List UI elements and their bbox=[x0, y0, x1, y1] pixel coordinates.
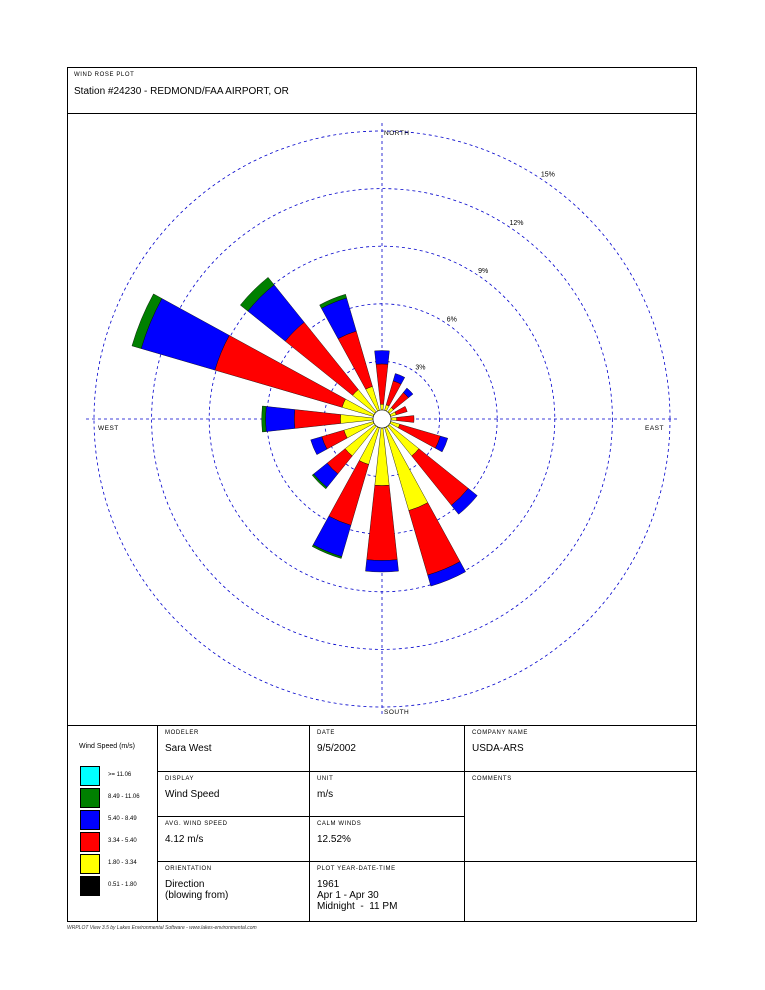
legend-label: 5.40 - 8.49 bbox=[108, 816, 137, 822]
calm-winds-label: CALM WINDS bbox=[317, 821, 362, 827]
orientation-cell bbox=[158, 862, 309, 922]
avg-speed-cell bbox=[158, 817, 309, 861]
ring-label: 15% bbox=[540, 171, 555, 179]
comments-label: COMMENTS bbox=[472, 776, 512, 782]
legend bbox=[68, 726, 157, 922]
ring-label: 3% bbox=[415, 364, 426, 372]
station-title: Station #24230 - REDMOND/FAA AIRPORT, OR bbox=[74, 86, 289, 97]
legend-swatch bbox=[80, 876, 100, 896]
calm-winds-value: 12.52% bbox=[317, 834, 351, 845]
petal-segment-w bbox=[340, 415, 373, 424]
legend-item bbox=[80, 876, 160, 896]
legend-swatch bbox=[80, 832, 100, 852]
petal-segment-w bbox=[265, 406, 294, 431]
wind-rose-chart bbox=[68, 113, 696, 725]
date-cell bbox=[310, 726, 464, 771]
wind-rose-report bbox=[67, 67, 697, 922]
modeler-cell bbox=[158, 726, 309, 771]
company-label: COMPANY NAME bbox=[472, 730, 528, 736]
petal-segment-sse bbox=[409, 503, 460, 575]
legend-label: 3.34 - 5.40 bbox=[108, 838, 137, 844]
label-north: NORTH bbox=[384, 130, 410, 137]
display-cell bbox=[158, 772, 309, 816]
label-south: SOUTH bbox=[384, 709, 410, 716]
display-value: Wind Speed bbox=[165, 789, 220, 800]
ring-label: 9% bbox=[478, 268, 489, 276]
avg-speed-value: 4.12 m/s bbox=[165, 834, 204, 845]
modeler-value: Sara West bbox=[165, 743, 212, 754]
plot-time-value: 1961 Apr 1 - Apr 30 Midnight - 11 PM bbox=[317, 879, 398, 912]
petal-segment-n bbox=[380, 404, 383, 410]
unit-label: UNIT bbox=[317, 776, 334, 782]
company-value: USDA-ARS bbox=[472, 743, 524, 754]
petal-segment-n bbox=[375, 350, 390, 364]
label-west: WEST bbox=[98, 425, 119, 432]
legend-item bbox=[80, 854, 160, 874]
legend-item bbox=[80, 788, 160, 808]
label-east: EAST bbox=[645, 425, 664, 432]
plot-time-label: PLOT YEAR-DATE-TIME bbox=[317, 866, 396, 872]
avg-speed-label: AVG. WIND SPEED bbox=[165, 821, 228, 827]
petal-segment-e bbox=[391, 417, 397, 420]
legend-title: Wind Speed (m/s) bbox=[79, 743, 136, 750]
legend-item bbox=[80, 832, 160, 852]
calm-winds-cell bbox=[310, 817, 464, 861]
petal-segment-n bbox=[376, 364, 388, 404]
plot-type-label: WIND ROSE PLOT bbox=[74, 72, 135, 78]
unit-value: m/s bbox=[317, 789, 334, 800]
date-value: 9/5/2002 bbox=[317, 743, 356, 754]
company-cell bbox=[465, 726, 696, 771]
orientation-value: Direction (blowing from) bbox=[165, 879, 229, 901]
comments-cell bbox=[465, 772, 696, 861]
legend-label: 8.49 - 11.06 bbox=[108, 794, 140, 800]
legend-swatch bbox=[80, 788, 100, 808]
legend-swatch bbox=[80, 810, 100, 830]
legend-label: 0.51 - 1.80 bbox=[108, 882, 137, 888]
info-panel bbox=[68, 725, 696, 922]
legend-swatch bbox=[80, 766, 100, 786]
legend-label: 1.80 - 3.34 bbox=[108, 860, 137, 866]
modeler-label: MODELER bbox=[165, 730, 199, 736]
legend-item bbox=[80, 810, 160, 830]
legend-item bbox=[80, 766, 160, 786]
ring-label: 6% bbox=[446, 316, 457, 324]
unit-cell bbox=[310, 772, 464, 816]
petal-segment-e bbox=[397, 416, 414, 423]
calm-circle bbox=[373, 410, 391, 428]
petal-segment-ene bbox=[395, 406, 407, 414]
legend-label: >= 11.06 bbox=[108, 772, 132, 778]
display-label: DISPLAY bbox=[165, 776, 195, 782]
petal-segment-s bbox=[365, 560, 398, 572]
report-header bbox=[68, 68, 696, 114]
petal-segment-w bbox=[294, 410, 340, 429]
legend-swatch bbox=[80, 854, 100, 874]
petal-segment-s bbox=[367, 485, 398, 560]
orientation-label: ORIENTATION bbox=[165, 866, 212, 872]
plot-area bbox=[68, 113, 696, 725]
date-label: DATE bbox=[317, 730, 335, 736]
footer-credit: WRPLOT View 3.5 by Lakes Environmental Software - www.lakes-environmental.com bbox=[67, 925, 257, 931]
ring-label: 12% bbox=[509, 219, 524, 227]
plot-time-cell bbox=[310, 862, 464, 922]
petal-segment-w bbox=[262, 406, 267, 432]
